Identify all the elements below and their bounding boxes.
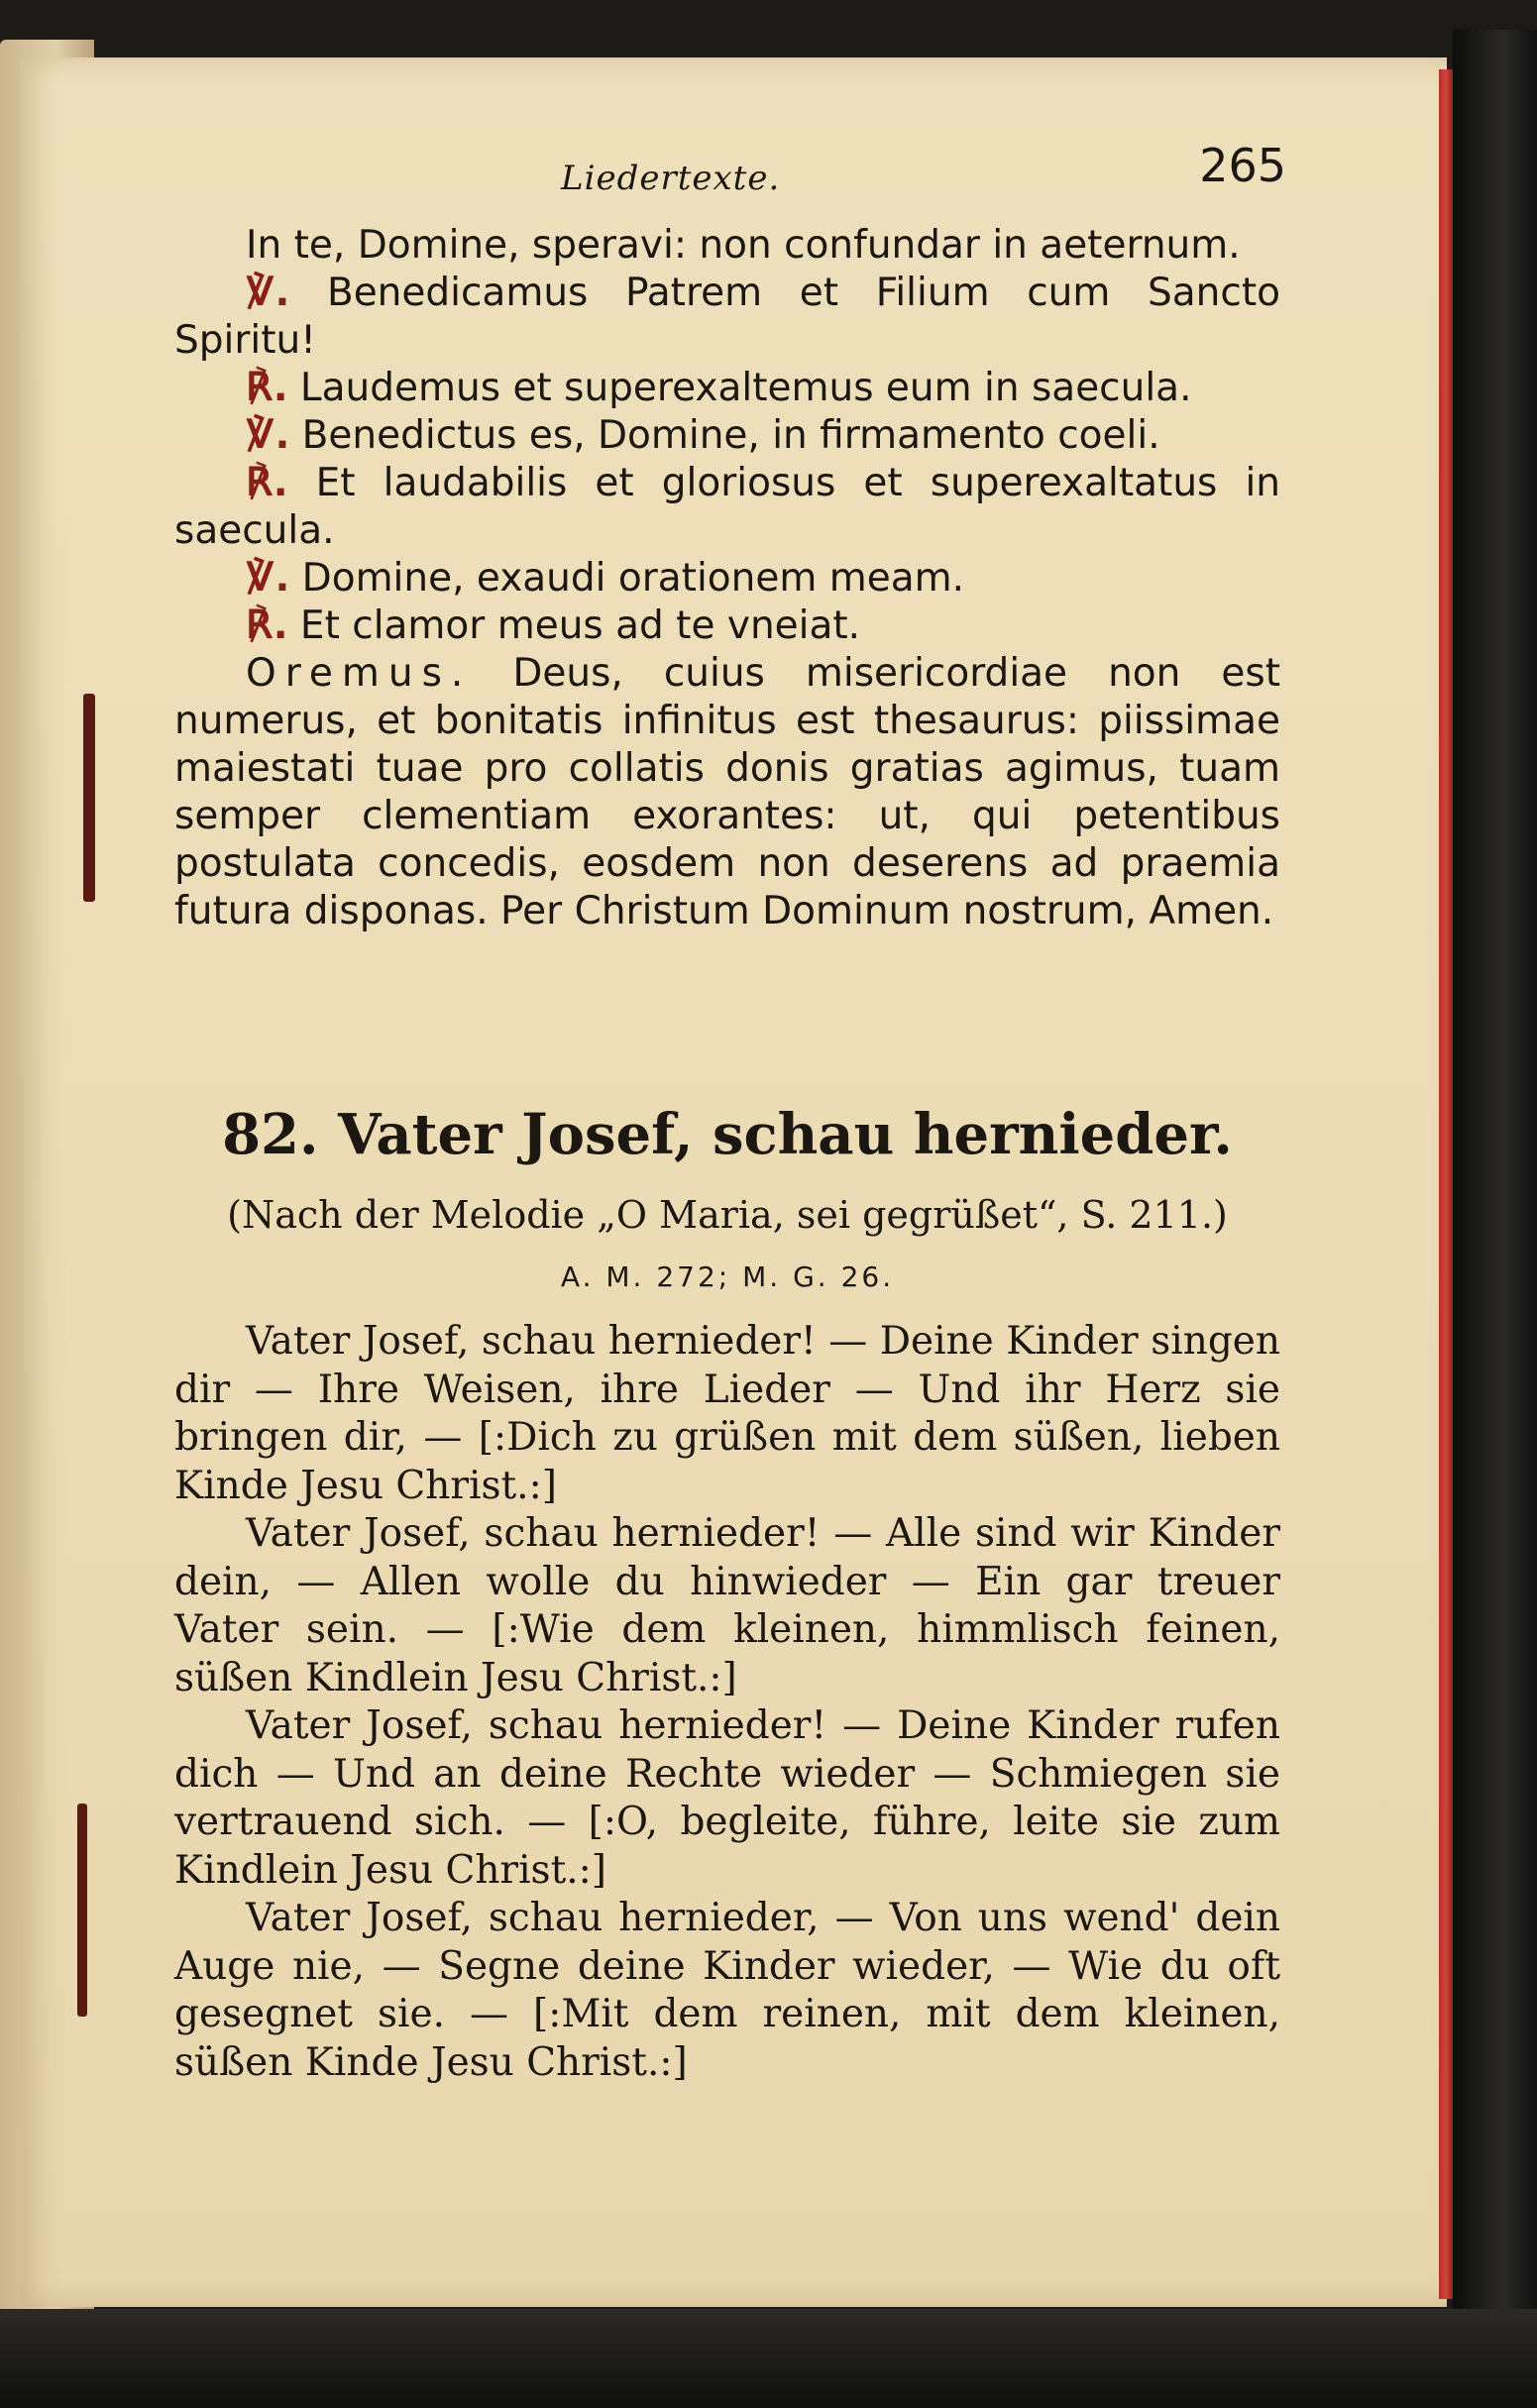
response-2: ℟. Et laudabilis et gloriosus et superexaltatus in saecula.	[174, 461, 1280, 553]
page-header	[174, 139, 1286, 198]
hymn-title: 82. Vater Josef, schau hernieder.	[222, 1102, 1233, 1167]
response-symbol: ℟.	[246, 603, 288, 648]
response-symbol: ℟.	[246, 366, 288, 410]
stanza-4: Vater Josef, schau hernieder, — Von uns wend' dein Auge nie, — Segne deine Kinder wieder, — Wie du oft gesegnet sie. — [:Mit dem reinen, mit dem kleinen, süßen Kinde Jesu Christ.:]	[174, 1896, 1280, 2085]
book-binding-right	[1453, 30, 1537, 2388]
hymn-stanzas	[174, 1318, 1280, 2087]
running-head: Liedertexte.	[561, 159, 781, 198]
stanza-1: Vater Josef, schau hernieder! — Deine Kinder singen dir — Ihre Weisen, ihre Lieder — Und ihr Herz sie bringen dir, — [:Dich zu grüßen mit dem süßen, lieben Kinde Jesu Christ.:]	[174, 1319, 1280, 1508]
versicle-symbol: ℣.	[246, 413, 290, 458]
response-symbol: ℟.	[246, 461, 288, 505]
hymn-reference: A. M. 272; M. G. 26.	[560, 1260, 895, 1293]
oremus-label: Oremus.	[246, 651, 473, 696]
latin-opening: In te, Domine, speravi: non confundar in aeternum.	[246, 223, 1241, 268]
versicle-1: ℣. Benedicamus Patrem et Filium cum Sancto Spiritu!	[174, 271, 1280, 363]
hymn-melody-note: (Nach der Melodie „O Maria, sei gegrüßet“, S. 211.)	[227, 1193, 1228, 1237]
binding-thread	[83, 694, 95, 902]
latin-prayer-section	[174, 222, 1280, 935]
versicle-2: ℣. Benedictus es, Domine, in firmamento coeli.	[246, 413, 1160, 458]
response-1: ℟. Laudemus et superexaltemus eum in saecula.	[246, 366, 1192, 410]
stanza-3: Vater Josef, schau hernieder! — Deine Kinder rufen dich — Und an deine Rechte wieder — Schmiegen sie vertrauend sich. — [:O, begleite, führe, leite sie zum Kindlein Jesu Christ.:]	[174, 1703, 1280, 1893]
stanza-2: Vater Josef, schau hernieder! — Alle sind wir Kinder dein, — Allen wolle du hinwieder — Ein gar treuer Vater sein. — [:Wie dem kleinen, himmlisch feinen, süßen Kindlein Jesu Christ.:]	[174, 1511, 1280, 1700]
response-3: ℟. Et clamor meus ad te vneiat.	[246, 603, 861, 648]
book-binding-bottom	[0, 2309, 1537, 2408]
versicle-symbol: ℣.	[246, 556, 290, 601]
red-page-edge	[1439, 69, 1453, 2299]
versicle-3: ℣. Domine, exaudi orationem meam.	[246, 556, 965, 601]
versicle-symbol: ℣.	[246, 271, 290, 315]
oremus-prayer: Oremus. Deus, cuius misericordiae non est numerus, et bonitatis infinitus est thesaurus: piissimae maiestati tuae pro collatis donis gratias agimus, tuam semper clementiam exorantes: ut, qui petentibus postulata concedis, eosdem non deserens ad praemia futura disponas. Per Christum Dominum nostrum, Amen.	[174, 651, 1281, 933]
page-number: 265	[1199, 139, 1286, 192]
binding-thread	[77, 1804, 87, 2017]
